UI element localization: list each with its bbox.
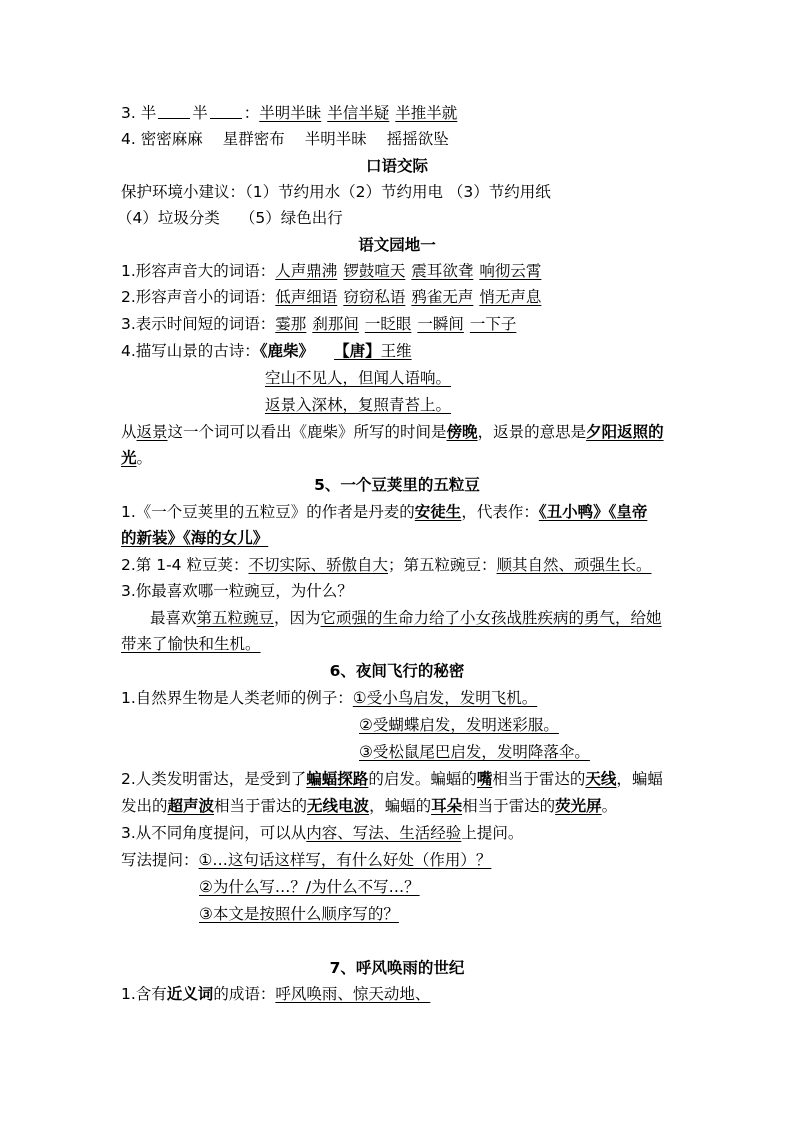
text: ，代表作： bbox=[461, 503, 539, 521]
answer-word: 响彻云霄 bbox=[479, 262, 542, 280]
answer-word: 嘴 bbox=[476, 770, 493, 788]
text: ，蝙蝠的 bbox=[369, 797, 432, 815]
section-heading: 5、一个豆荚里的五粒豆 bbox=[314, 476, 480, 494]
blank-line bbox=[210, 103, 242, 119]
text: （5）绿色出行 bbox=[239, 209, 343, 227]
text-line bbox=[121, 447, 152, 469]
answer-word: 低声细语 bbox=[275, 288, 338, 306]
answer-word: 一下子 bbox=[469, 315, 517, 333]
answer-word: 悄无声息 bbox=[479, 288, 542, 306]
text: 半 bbox=[192, 104, 208, 122]
answer-word: 安徒生 bbox=[414, 503, 462, 521]
text-line: 3.你最喜欢哪一粒豌豆，为什么？ bbox=[121, 582, 353, 600]
poem-title: 《鹿柴》 bbox=[259, 342, 315, 360]
label: 写法提问： bbox=[121, 851, 199, 869]
text-line bbox=[121, 340, 412, 362]
answer-word: ①…这句话这样写，有什么好处（作用）？ bbox=[198, 851, 492, 869]
text: ： bbox=[243, 104, 260, 122]
text: 3. 半 bbox=[121, 104, 157, 122]
question-line: ②为什么写…？/为什么不写…？ bbox=[199, 878, 420, 896]
text: 相当于雷达的 bbox=[214, 797, 308, 815]
keyword: 近义词 bbox=[166, 985, 214, 1003]
text: 发出的 bbox=[121, 797, 168, 815]
text: 从 bbox=[121, 423, 137, 441]
text-line bbox=[121, 260, 541, 282]
answer-word: 耳朵 bbox=[431, 797, 463, 815]
text: ，蝙蝠 bbox=[616, 770, 663, 788]
text: 这一个词可以看出《鹿柴》所写的时间是 bbox=[167, 423, 447, 441]
label: 4.描写山景的古诗： bbox=[121, 342, 260, 360]
answer-word: 锣鼓喧天 bbox=[343, 262, 406, 280]
label: 1.自然界生物是人类老师的例子： bbox=[121, 689, 353, 707]
text: ，因为 bbox=[274, 609, 321, 627]
text-line bbox=[121, 313, 516, 335]
answer-word: 第五粒豌豆 bbox=[196, 609, 275, 627]
text-line bbox=[121, 795, 617, 817]
text-line bbox=[121, 527, 268, 549]
section-heading: 7、呼风唤雨的世纪 bbox=[329, 959, 465, 977]
text: 2.第 1-4 粒豆荚： bbox=[121, 556, 249, 574]
answer-word: 夕阳返照的 bbox=[586, 423, 664, 441]
text: 的成语： bbox=[213, 985, 276, 1003]
text: 。 bbox=[601, 797, 618, 815]
answer-word: 半信半疑 bbox=[327, 104, 390, 122]
label: 3.表示时间短的词语： bbox=[121, 315, 276, 333]
answer-word: 窃窃私语 bbox=[343, 288, 406, 306]
answer-word: 光 bbox=[121, 449, 137, 467]
text-line bbox=[121, 633, 261, 655]
answer-word: 半明半昧 bbox=[259, 104, 322, 122]
text-line bbox=[121, 983, 430, 1005]
answer-word: 傍晚 bbox=[446, 423, 478, 441]
label: 1.形容声音大的词语： bbox=[121, 262, 276, 280]
text-line bbox=[121, 849, 491, 871]
answer-word: 带来了愉快和生机。 bbox=[121, 635, 261, 653]
answer-word: 呼风唤雨、惊天动地、 bbox=[275, 985, 431, 1003]
text: 2.人类发明雷达，是受到了 bbox=[121, 770, 307, 788]
text-line bbox=[121, 501, 647, 523]
answer-word: 震耳欲聋 bbox=[411, 262, 474, 280]
text-line bbox=[121, 687, 537, 709]
answer-word: 霎那 bbox=[275, 315, 307, 333]
answer-word: 它顽强的生命力给了小女孩战胜疾病的勇气，给她 bbox=[320, 609, 662, 627]
answer-word: 鸦雀无声 bbox=[411, 288, 474, 306]
text-line bbox=[121, 421, 664, 443]
example-line: ②受蝴蝶启发，发明迷彩服。 bbox=[359, 716, 559, 734]
answer-word: 不切实际、骄傲自大 bbox=[248, 556, 388, 574]
text: 半明半昧 bbox=[304, 130, 367, 148]
answer-word: 内容、写法、生活经验 bbox=[306, 824, 462, 842]
answer-word: 顺其自然、顽强生长。 bbox=[496, 556, 652, 574]
text-line: 保护环境小建议：（1）节约用水（2）节约用电 （3）节约用纸 bbox=[121, 183, 551, 201]
answer-word: 半推半就 bbox=[395, 104, 458, 122]
section-heading: 6、夜间飞行的秘密 bbox=[329, 662, 465, 680]
text: 相当于雷达的 bbox=[462, 797, 556, 815]
text: 摇摇欲坠 bbox=[386, 130, 449, 148]
answer-word: 无线电波 bbox=[307, 797, 370, 815]
poem-author: 王维 bbox=[380, 342, 412, 360]
answer-word: 的新装》《海的女儿》 bbox=[121, 529, 269, 547]
answer-word: 人声鼎沸 bbox=[275, 262, 338, 280]
text: ；第五粒豌豆： bbox=[387, 556, 497, 574]
answer-word: 荧光屏 bbox=[555, 797, 602, 815]
answer-word: 刹那间 bbox=[312, 315, 359, 333]
text: 相当于雷达的 bbox=[492, 770, 586, 788]
text: （4）垃圾分类 bbox=[117, 209, 220, 227]
answer-word: 《丑小鸭》《皇帝 bbox=[538, 503, 648, 521]
label: 2.形容声音小的词语： bbox=[121, 288, 276, 306]
text: ，返景的意思是 bbox=[477, 423, 587, 441]
section-heading: 口语交际 bbox=[365, 157, 428, 175]
text: 4. 密密麻麻 bbox=[121, 130, 203, 148]
poem-dynasty: 【唐】 bbox=[334, 342, 381, 360]
blank-line bbox=[158, 103, 190, 119]
answer-word: 天线 bbox=[585, 770, 617, 788]
text-line bbox=[121, 286, 541, 308]
text: 上提问。 bbox=[461, 824, 524, 842]
text: 的启发。蝙蝠的 bbox=[368, 770, 477, 788]
question-line: ③本文是按照什么顺序写的？ bbox=[199, 905, 399, 923]
answer-word: 返景 bbox=[136, 423, 168, 441]
answer-word: ①受小鸟启发，发明飞机。 bbox=[352, 689, 538, 707]
text: 。 bbox=[136, 449, 153, 467]
answer-word: 超声波 bbox=[167, 797, 215, 815]
text: 1.含有 bbox=[121, 985, 167, 1003]
text: 最喜欢 bbox=[150, 609, 197, 627]
text-line bbox=[121, 554, 652, 576]
section-heading: 语文园地一 bbox=[358, 236, 436, 254]
answer-word: 蝙蝠探路 bbox=[306, 770, 369, 788]
answer-word: 一眨眼 bbox=[364, 315, 412, 333]
line-ban-pattern bbox=[121, 102, 457, 124]
text: 1.《一个豆荚里的五粒豆》的作者是丹麦的 bbox=[121, 503, 415, 521]
text: 星群密布 bbox=[222, 130, 285, 148]
example-line: ③受松鼠尾巴启发，发明降落伞。 bbox=[359, 743, 590, 761]
line-word-list bbox=[121, 128, 449, 150]
answer-word: 一瞬间 bbox=[417, 315, 464, 333]
poem-line: 返景入深林，复照青苔上。 bbox=[265, 396, 452, 414]
text-line bbox=[121, 822, 523, 844]
text-line bbox=[117, 207, 343, 229]
text-line bbox=[150, 607, 662, 629]
text: 3.从不同角度提问，可以从 bbox=[121, 824, 307, 842]
poem-line: 空山不见人，但闻人语响。 bbox=[265, 369, 452, 387]
text-line bbox=[121, 768, 663, 790]
